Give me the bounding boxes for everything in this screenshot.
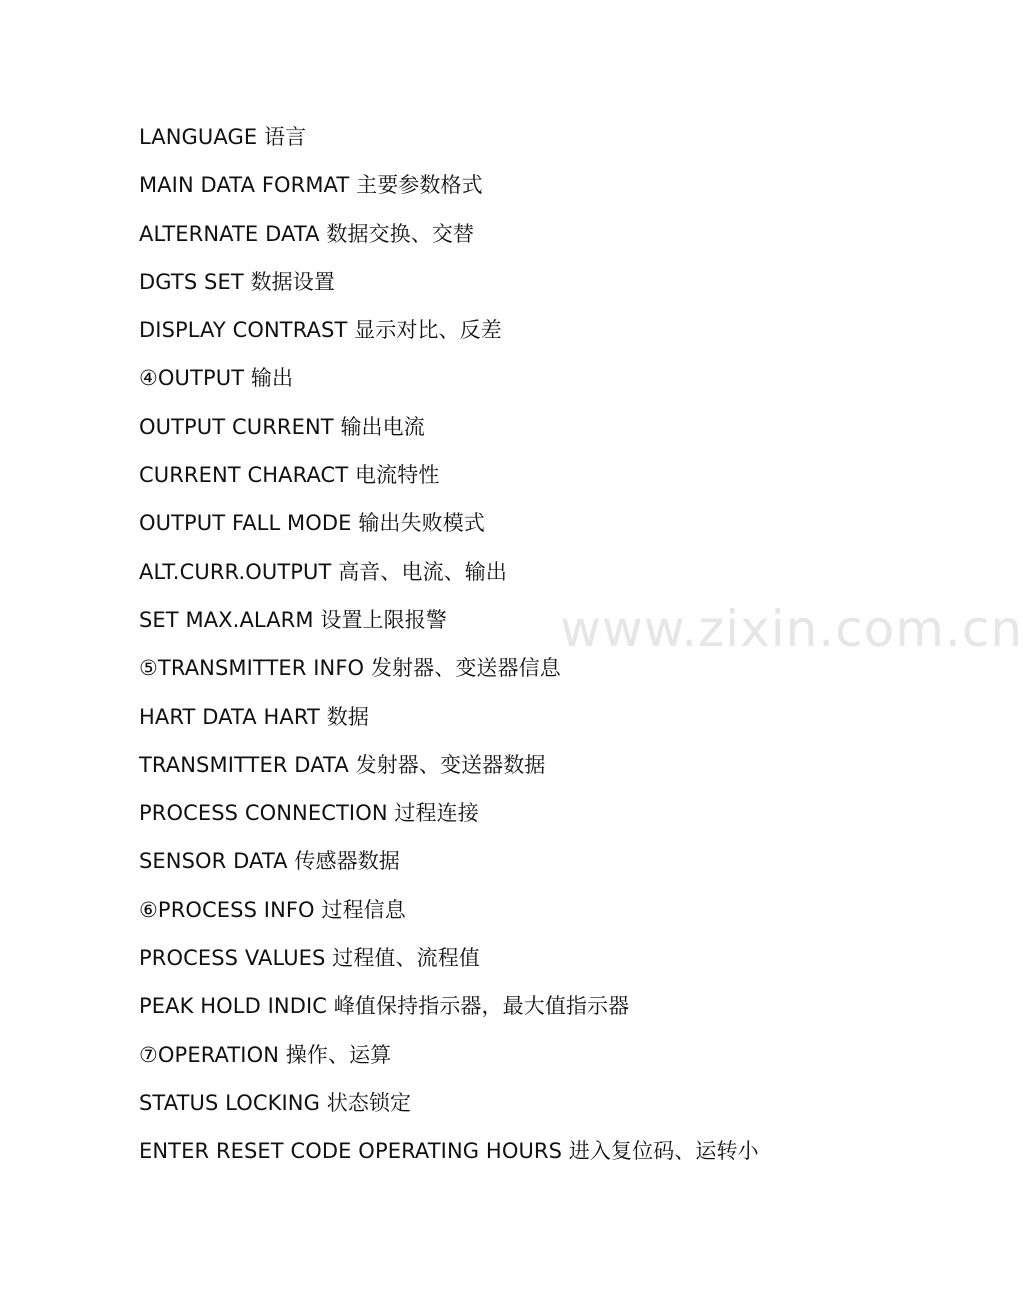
text-line: OUTPUT CURRENT 输出电流 (139, 414, 425, 439)
text-line: ALT.CURR.OUTPUT 高音、电流、输出 (139, 559, 507, 584)
text-line: OUTPUT FALL MODE 输出失败模式 (139, 511, 485, 536)
text-line: ④OUTPUT 输出 (139, 366, 294, 391)
text-line: DISPLAY CONTRAST 显示对比、反差 (139, 318, 502, 343)
watermark: www.zixin.com.cn (560, 600, 1023, 658)
text-line: ⑦OPERATION 操作、运算 (139, 1042, 392, 1067)
text-line: ENTER RESET CODE OPERATING HOURS 进入复位码、运转小 (139, 1139, 759, 1164)
text-line: PROCESS VALUES 过程值、流程值 (139, 946, 480, 971)
text-line: SENSOR DATA 传感器数据 (139, 849, 400, 874)
text-line: ⑤TRANSMITTER INFO 发射器、变送器信息 (139, 656, 561, 681)
text-line: DGTS SET 数据设置 (139, 269, 335, 294)
text-line: CURRENT CHARACT 电流特性 (139, 463, 440, 488)
text-line: PROCESS CONNECTION 过程连接 (139, 801, 479, 826)
text-line: ALTERNATE DATA 数据交换、交替 (139, 221, 475, 246)
text-line: MAIN DATA FORMAT 主要参数格式 (139, 173, 483, 198)
text-line: LANGUAGE 语言 (139, 125, 307, 149)
text-line: HART DATA HART 数据 (139, 704, 369, 729)
text-line: ⑥PROCESS INFO 过程信息 (139, 897, 406, 922)
text-line: TRANSMITTER DATA 发射器、变送器数据 (139, 752, 546, 777)
text-line: SET MAX.ALARM 设置上限报警 (139, 607, 447, 632)
text-line: STATUS LOCKING 状态锁定 (139, 1090, 412, 1115)
text-line: PEAK HOLD INDIC 峰值保持指示器，最大值指示器 (139, 994, 630, 1019)
text-lines (139, 120, 899, 1183)
